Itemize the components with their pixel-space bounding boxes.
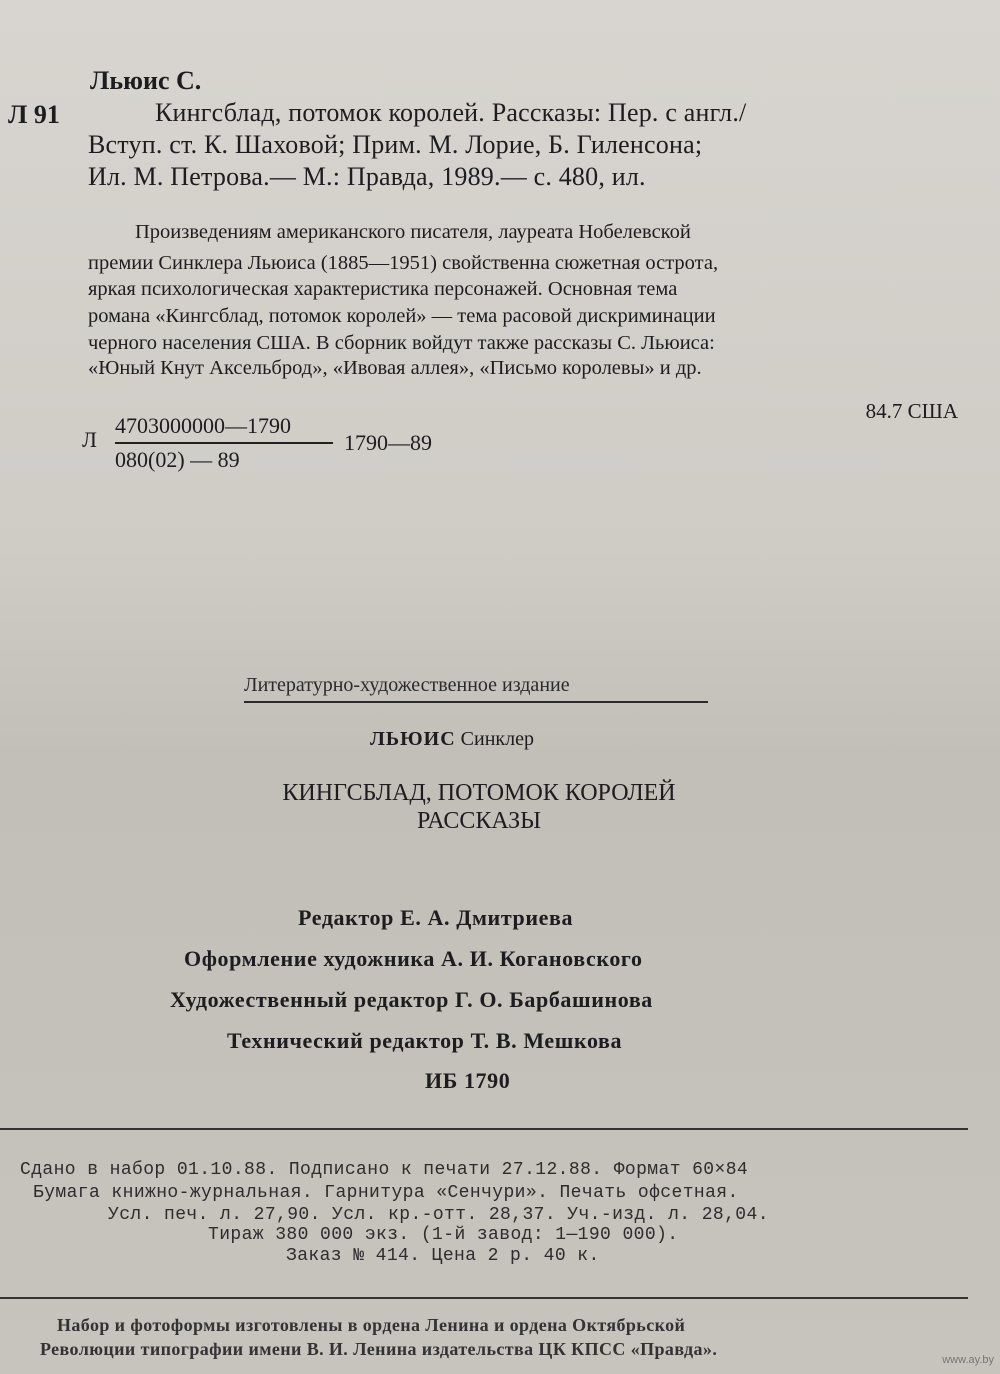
credit-designer: Оформление художника А. И. Когановского [184, 946, 643, 971]
code-fraction-line [115, 442, 333, 444]
footer-line-1: Набор и фотоформы изготовлены в ордена Ленина и ордена Октябрьской [57, 1315, 686, 1335]
annotation-line-1: Произведениям американского писателя, лауреата Нобелевской [135, 221, 691, 243]
annotation-line-2: премии Синклера Льюиса (1885—1951) свойственна сюжетная острота, [88, 252, 719, 274]
print-line-3: Усл. печ. л. 27,90. Усл. кр.-отт. 28,37. Уч.-изд. л. 28,04. [108, 1205, 769, 1225]
udc-code: 84.7 США [865, 399, 958, 423]
author-name: Синклер [460, 728, 534, 750]
print-line-1: Сдано в набор 01.10.88. Подписано к печати 27.12.88. Формат 60×84 [20, 1160, 749, 1180]
credit-ib-number: ИБ 1790 [425, 1068, 511, 1093]
annotation-line-4: романа «Кингсблад, потомок королей» — тема расовой дискриминации [88, 305, 716, 327]
credit-tech-editor: Технический редактор Т. В. Мешкова [227, 1028, 623, 1053]
annotation-line-3: яркая психологическая характеристика персонажей. Основная тема [88, 278, 678, 300]
colophon-author [370, 728, 534, 751]
card-author: Льюис С. [90, 66, 202, 95]
shelf-code: Л 91 [8, 100, 60, 129]
edition-type: Литературно-художественное издание [244, 674, 570, 696]
code-letter: Л [82, 427, 97, 452]
print-line-5: Заказ № 414. Цена 2 р. 40 к. [286, 1246, 600, 1266]
colophon-title: КИНГСБЛАД, ПОТОМОК КОРОЛЕЙ [282, 780, 676, 806]
colophon-subtitle: РАССКАЗЫ [416, 808, 542, 834]
footer-line-2: Революции типографии имени В. И. Ленина издательства ЦК КПСС «Правда». [40, 1339, 718, 1359]
bib-line-2: Вступ. ст. К. Шаховой; Прим. М. Лорие, Б. Гиленсона; [88, 130, 703, 159]
code-numerator: 4703000000—1790 [115, 413, 291, 438]
print-line-4: Тираж 380 000 экз. (1-й завод: 1—190 000). [208, 1225, 679, 1245]
author-surname: ЛЬЮИС [370, 728, 456, 750]
edition-type-underline [244, 701, 708, 703]
code-side: 1790—89 [344, 430, 432, 455]
bib-line-1: Кингсблад, потомок королей. Рассказы: Пер. с англ./ [155, 98, 747, 127]
print-line-2: Бумага книжно-журнальная. Гарнитура «Сенчури». Печать офсетная. [33, 1183, 739, 1203]
annotation-line-5: черного населения США. В сборник войдут также рассказы С. Льюиса: [88, 332, 715, 354]
divider-bottom [0, 1297, 968, 1299]
divider-top [0, 1128, 968, 1130]
annotation-line-6: «Юный Кнут Аксельброд», «Ивовая аллея», «Письмо королевы» и др. [88, 357, 702, 379]
watermark: www.ay.by [942, 1354, 994, 1366]
code-denominator: 080(02) — 89 [115, 447, 240, 472]
credit-editor: Редактор Е. А. Дмитриева [298, 905, 574, 930]
credit-art-editor: Художественный редактор Г. О. Барбашинова [170, 987, 653, 1012]
bib-line-3: Ил. М. Петрова.— М.: Правда, 1989.— с. 480, ил. [88, 162, 646, 191]
